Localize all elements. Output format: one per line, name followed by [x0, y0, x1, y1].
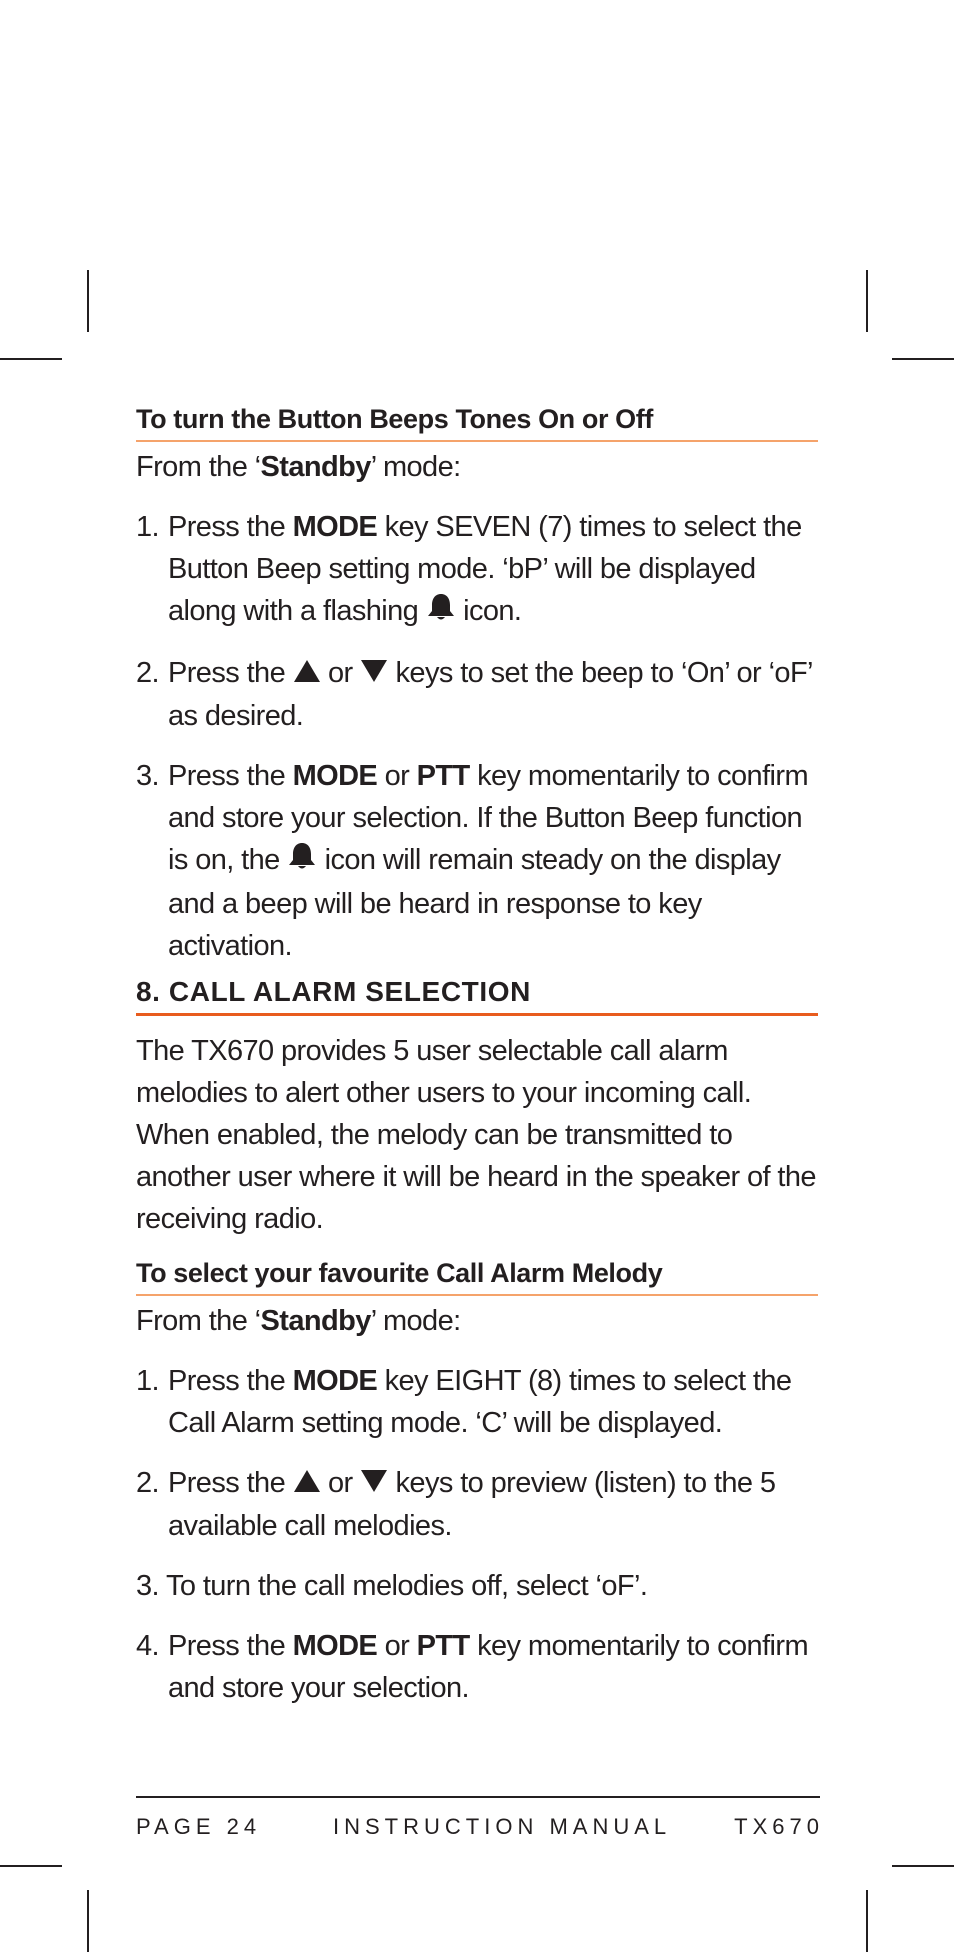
list-item: 4. Press the MODE or PTT key momentarily to confirm and store your selection.	[136, 1630, 808, 1704]
crop-mark	[866, 1890, 868, 1952]
crop-mark	[87, 270, 89, 332]
footer-title: INSTRUCTION MANUAL	[333, 1814, 672, 1839]
section-heading: 8. CALL ALARM SELECTION	[136, 973, 818, 1016]
standby-note: From the ‘Standby’ mode:	[136, 1305, 461, 1337]
crop-mark	[0, 358, 62, 360]
crop-mark	[0, 1865, 62, 1867]
page-number: PAGE 24	[136, 1814, 262, 1839]
down-arrow-icon	[360, 1463, 388, 1505]
list-item: 1. Press the MODE key SEVEN (7) times to select the Button Beep setting mode. ‘bP’ will be displayed along with a flashing icon.	[136, 506, 818, 634]
list-item: 1. Press the MODE key EIGHT (8) times to select the Call Alarm setting mode. ‘C’ will be displayed.	[136, 1365, 792, 1439]
page-content	[136, 400, 818, 1709]
crop-mark	[892, 358, 954, 360]
crop-mark	[892, 1865, 954, 1867]
crop-mark	[866, 270, 868, 332]
list-item: 2. Press the or keys to set the beep to ‘On’ or ‘oF’ as desired.	[136, 652, 818, 737]
bell-icon	[426, 592, 456, 634]
page-footer	[136, 1796, 824, 1839]
footer-model: TX670	[734, 1814, 824, 1839]
button-beeps-steps	[136, 506, 818, 967]
down-arrow-icon	[360, 653, 388, 695]
call-alarm-subheading: To select your favourite Call Alarm Melody	[136, 1254, 818, 1296]
button-beeps-heading: To turn the Button Beeps Tones On or Off	[136, 400, 818, 442]
list-item: 3. Press the MODE or PTT key momentarily to confirm and store your selection. If the Button Beep function is on, the icon will remain steady on the display and a beep will be heard in response to key activation.	[136, 760, 808, 962]
up-arrow-icon	[293, 653, 321, 695]
bell-icon	[287, 841, 317, 883]
list-item: 2. Press the or keys to preview (listen) to the 5 available call melodies.	[136, 1462, 818, 1547]
standby-note: From the ‘Standby’ mode:	[136, 451, 461, 483]
list-item: 3. To turn the call melodies off, select ‘oF’.	[136, 1570, 648, 1602]
call-alarm-steps	[136, 1360, 818, 1709]
call-alarm-intro: The TX670 provides 5 user selectable call alarm melodies to alert other users to your incoming call. When enabled, the melody can be transmitted to another user where it will be heard in the speaker of the receiving radio.	[136, 1035, 816, 1235]
up-arrow-icon	[293, 1463, 321, 1505]
crop-mark	[87, 1890, 89, 1952]
